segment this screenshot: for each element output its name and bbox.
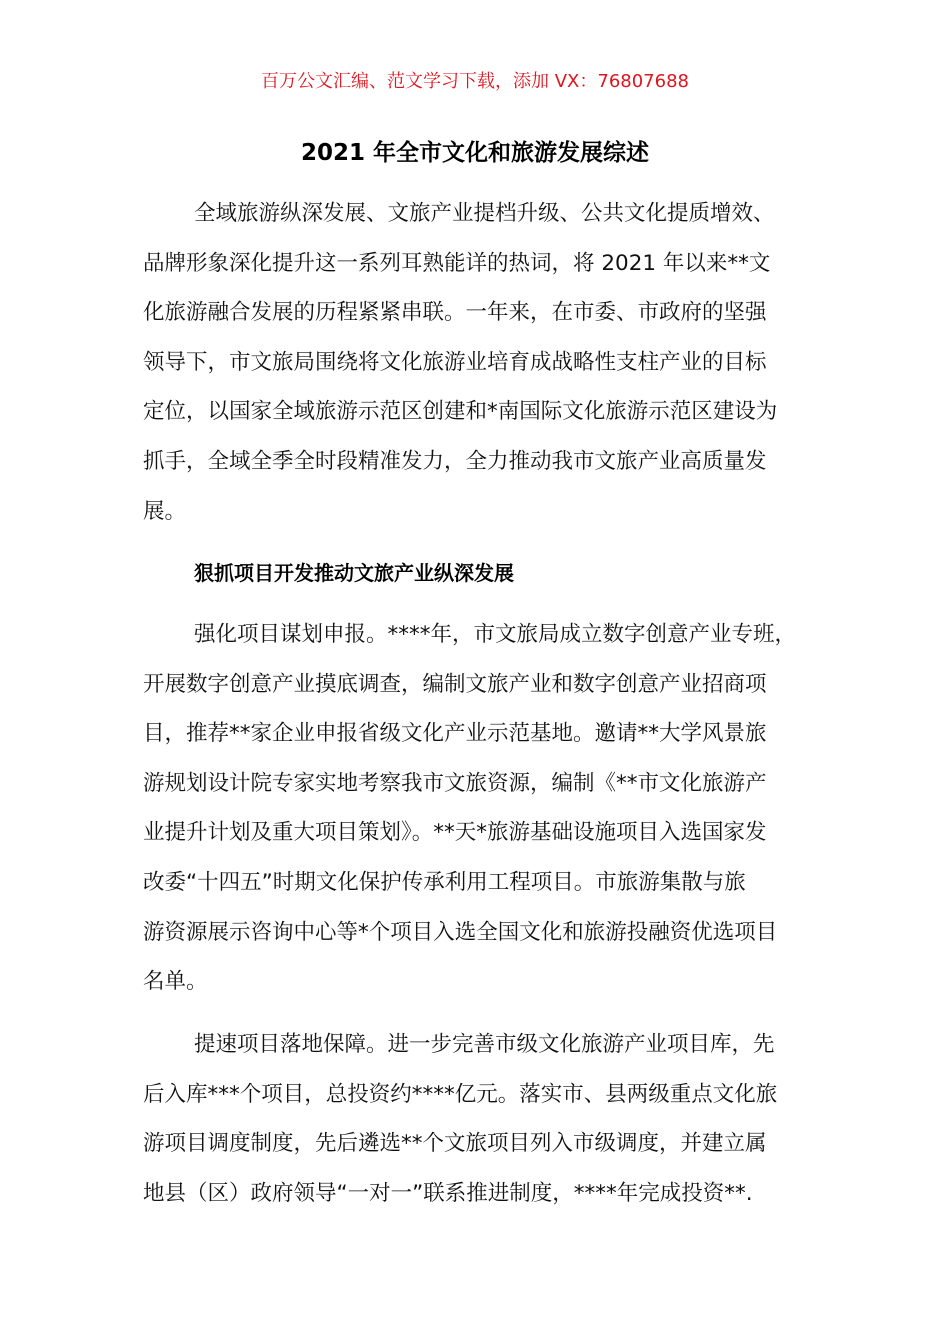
text-line: 名单。 (143, 969, 208, 995)
text-line: 强化项目谋划申报。****年，市文旅局成立数字创意产业专班， (194, 622, 797, 647)
text-line: 游资源展示咨询中心等*个项目入选全国文化和旅游投融资优选项目 (143, 919, 778, 945)
text-line: 游规划设计院专家实地考察我市文旅资源，编制《**市文化旅游产 (143, 770, 767, 796)
section-paragraph-project-planning (143, 610, 820, 1007)
text-line: 业提升计划及重大项目策划》。**天*旅游基础设施项目入选国家发 (143, 820, 767, 846)
text-line: 全域旅游纵深发展、文旅产业提档升级、公共文化提质增效、 (194, 201, 775, 226)
header-watermark-note: 百万公文汇编、范文学习下载，添加 VX：76807688 (261, 71, 689, 92)
intro-paragraph (143, 189, 820, 536)
section-heading: 狠抓项目开发推动文旅产业纵深发展 (194, 561, 514, 585)
text-line: 化旅游融合发展的历程紧紧串联。一年来，在市委、市政府的坚强 (143, 300, 767, 326)
text-line: 定位，以国家全域旅游示范区创建和*南国际文化旅游示范区建设为 (143, 399, 778, 425)
text-line: 领导下，市文旅局围绕将文化旅游业培育成战略性支柱产业的目标 (143, 349, 767, 375)
text-line: 改委“十四五”时期文化保护传承利用工程项目。市旅游集散与旅 (143, 869, 746, 895)
text-line: 提速项目落地保障。进一步完善市级文化旅游产业项目库，先 (194, 1032, 775, 1057)
text-line: 地县（区）政府领导“一对一”联系推进制度，****年完成投资**. (143, 1180, 753, 1206)
text-line: 开展数字创意产业摸底调查，编制文旅产业和数字创意产业招商项 (143, 671, 767, 697)
text-line: 目，推荐**家企业申报省级文化产业示范基地。邀请**大学风景旅 (143, 721, 767, 747)
document-title: 2021 年全市文化和旅游发展综述 (300, 140, 650, 166)
text-line: 品牌形象深化提升这一系列耳熟能详的热词，将 2021 年以来**文 (143, 250, 771, 276)
section-paragraph-project-delivery (143, 1020, 820, 1218)
text-line: 后入库***个项目，总投资约****亿元。落实市、县两级重点文化旅 (143, 1081, 778, 1107)
text-line: 展。 (143, 498, 187, 524)
text-line: 游项目调度制度，先后遴选**个文旅项目列入市级调度，并建立属 (143, 1131, 767, 1157)
text-line: 抓手，全域全季全时段精准发力，全力推动我市文旅产业高质量发 (143, 448, 767, 474)
